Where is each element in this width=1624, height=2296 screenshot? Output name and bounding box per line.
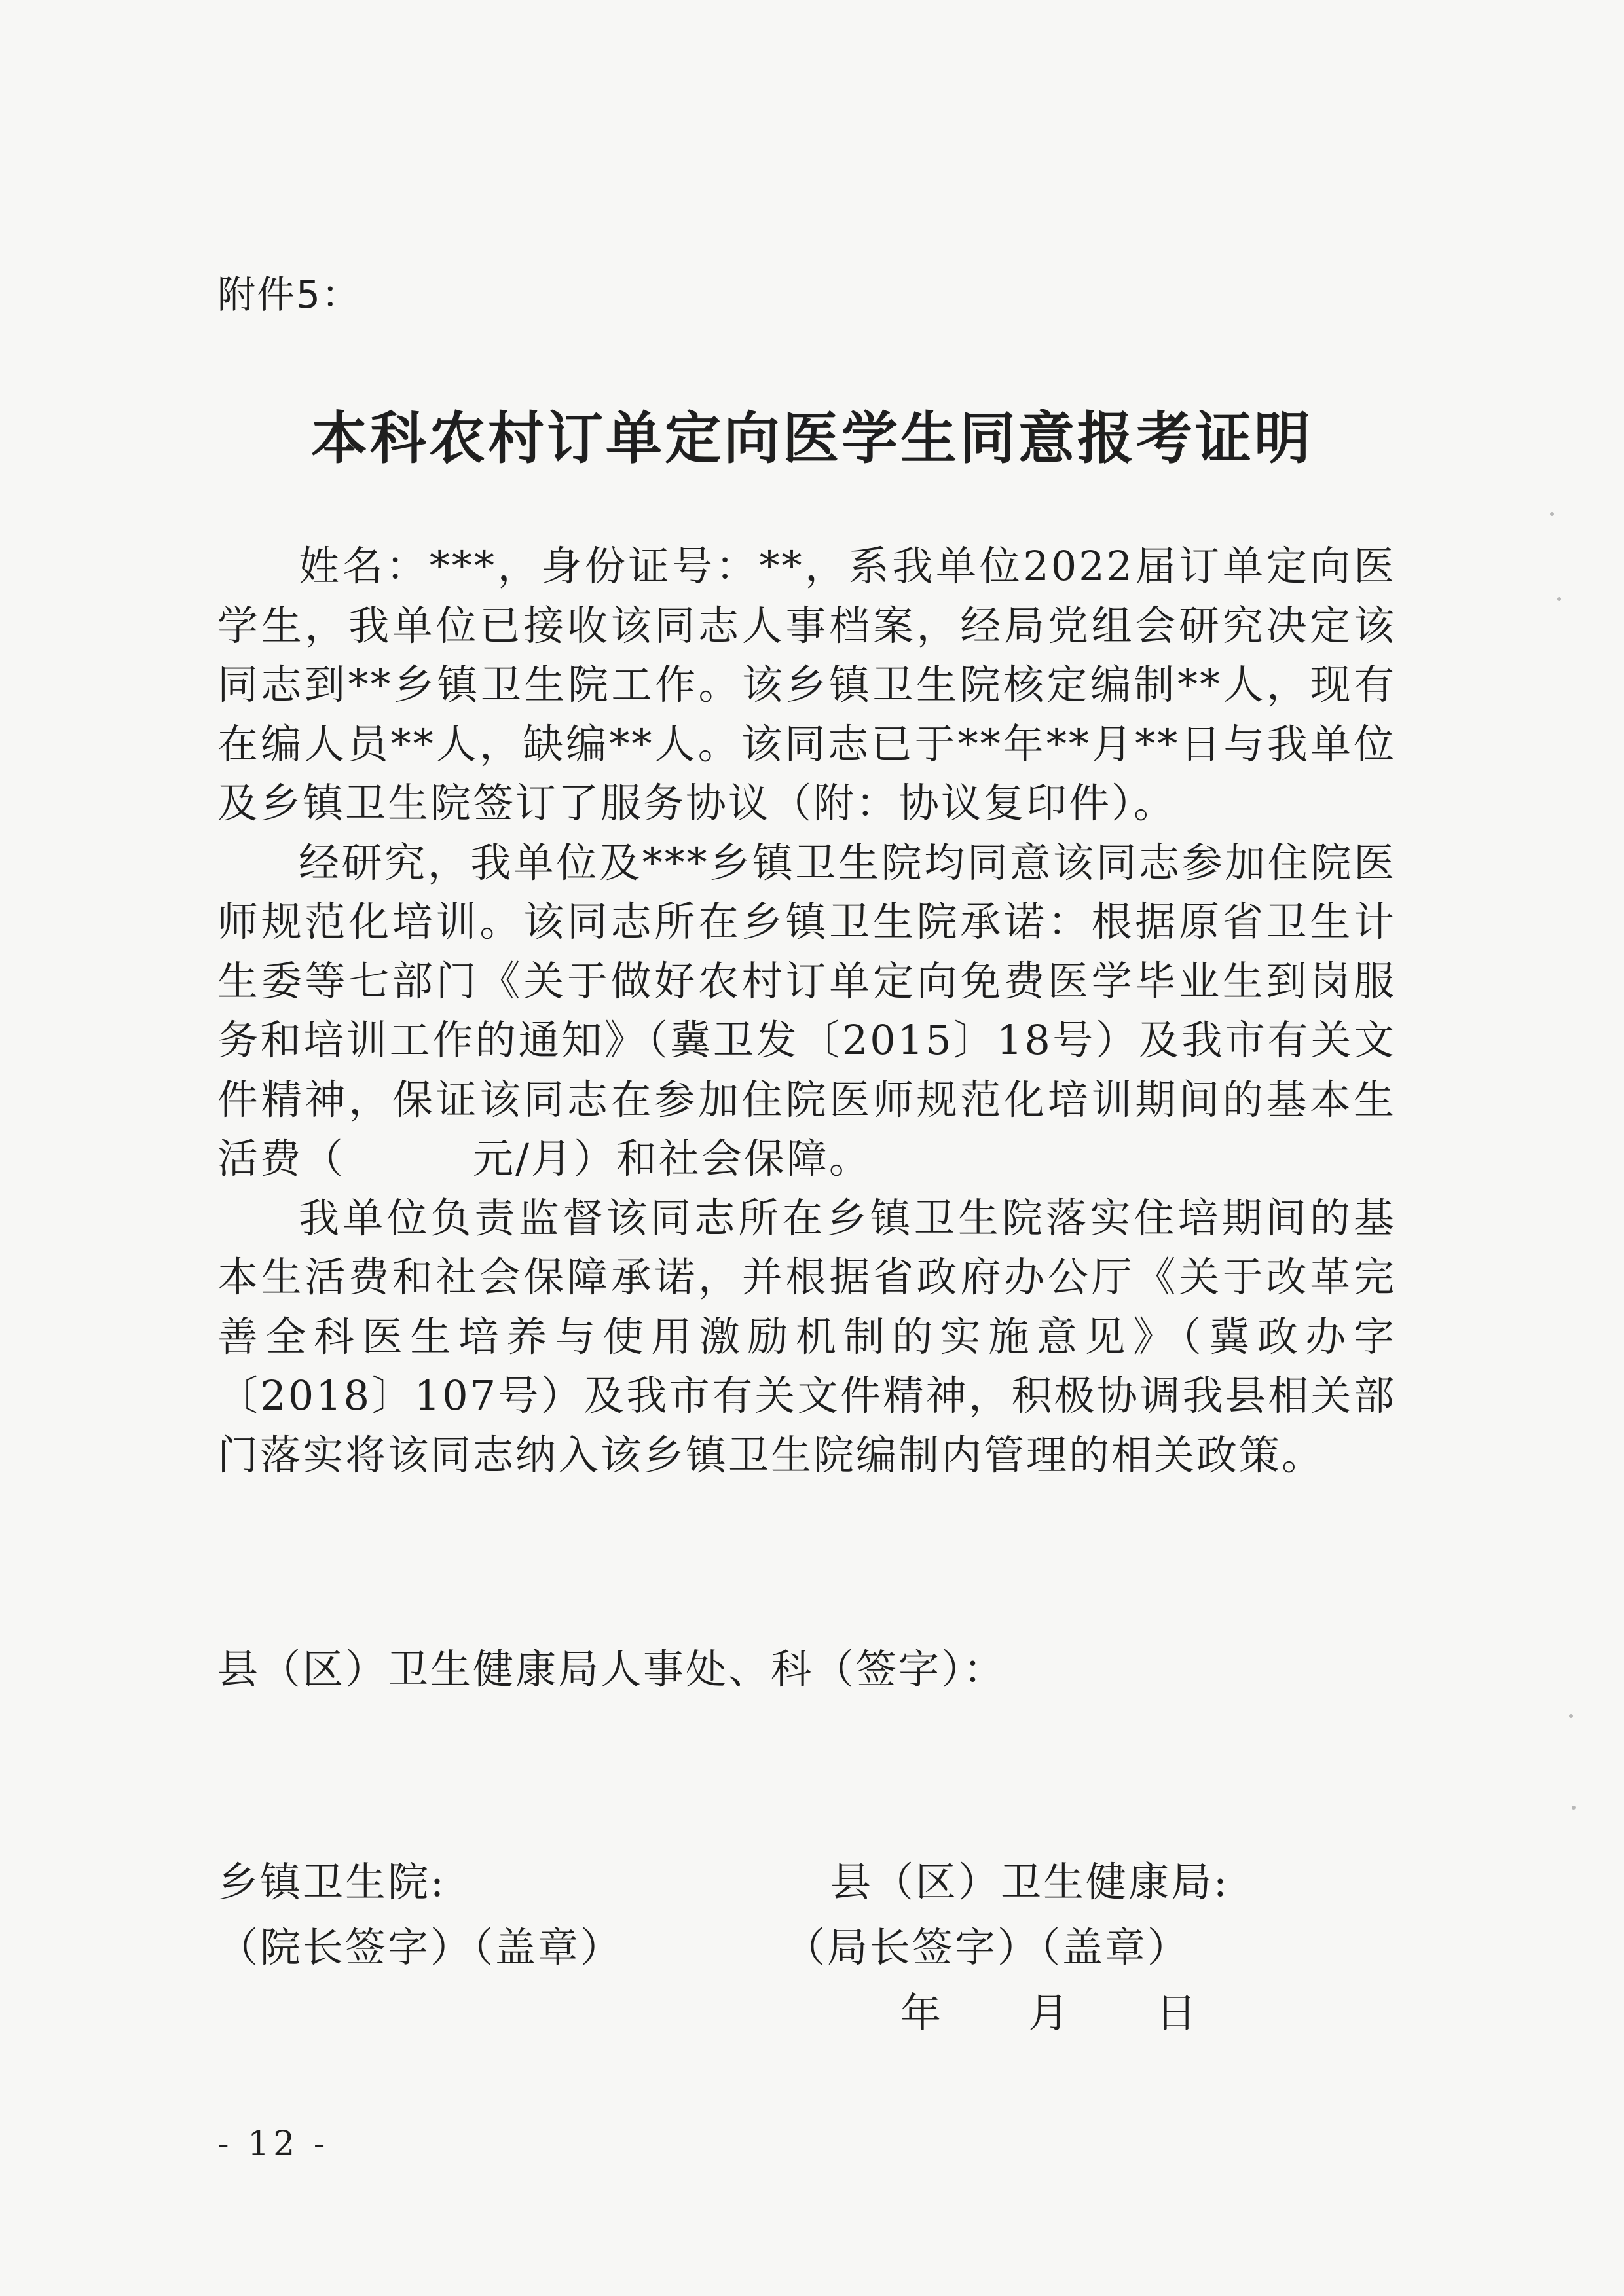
- page-number: - 12 -: [217, 2124, 329, 2164]
- paragraph-1: 姓名：***，身份证号：**，系我单位2022届订单定向医学生，我单位已接收该同志人事档案，经局党组会研究决定该同志到**乡镇卫生院工作。该乡镇卫生院核定编制**人，现有在编人员**人，缺编**人。该同志已于**年**月**日与我单位及乡镇卫生院签订了服务协议（附：协议复印件）。: [217, 542, 1396, 827]
- county-hr-signature-line: 县（区）卫生健康局人事处、科（签字）：: [217, 1645, 1006, 1693]
- document-body: [217, 537, 1396, 1485]
- scan-speck: [1550, 512, 1554, 516]
- township-hospital-label: 乡镇卫生院:: [217, 1858, 446, 1906]
- document-title: 本科农村订单定向医学生同意报考证明: [311, 406, 1313, 471]
- scan-speck: [1569, 1714, 1573, 1718]
- annex-label: 附件5：: [217, 272, 361, 317]
- paragraph-2: 经研究，我单位及***乡镇卫生院均同意该同志参加住院医师规范化培训。该同志所在乡镇卫生院承诺：根据原省卫生计生委等七部门《关于做好农村订单定向免费医学毕业生到岗服务和培训工作的通知》（冀卫发〔2015〕18号）及我市有关文件精神，保证该同志在参加住院医师规范化培训期间的基本生活费（ 元/月）和社会保障。: [217, 838, 1396, 1182]
- township-hospital-sign: （院长签字）（盖章）: [217, 1923, 623, 1971]
- paragraph-3: 我单位负责监督该同志所在乡镇卫生院落实住培期间的基本生活费和社会保障承诺，并根据省政府办公厅《关于改革完善全科医生培养与使用激励机制的实施意见》（冀政办字〔2018〕107号）及我市有关文件精神，积极协调我县相关部门落实将该同志纳入该乡镇卫生院编制内管理的相关政策。: [217, 1194, 1396, 1479]
- scan-speck: [1572, 1806, 1576, 1810]
- scan-speck: [1557, 597, 1561, 601]
- signature-date: 年 月 日: [900, 1989, 1199, 2037]
- county-bureau-label: 县（区）卫生健康局:: [830, 1858, 1229, 1906]
- county-bureau-sign: （局长签字）（盖章）: [784, 1923, 1190, 1971]
